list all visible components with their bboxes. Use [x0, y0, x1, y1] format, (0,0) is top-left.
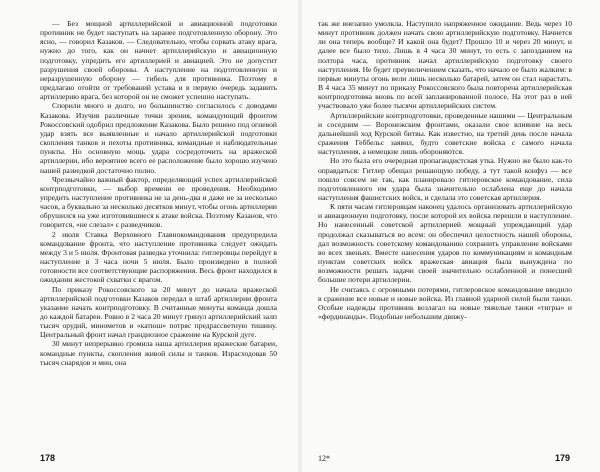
signature-mark: 12* — [318, 454, 330, 463]
paragraph: По приказу Рокоссовского за 20 минут до начала вражеской артиллерийской подготовки Казаков передал в штаб артиллерии фронта указание начать контрподготовку. В считанные минуты команда дошла до каждой батареи. Ровно в 2 часа 20 минут грянул артиллерийский залп тысяч орудий, минометов и «катюш» потряс предрассветную тишину. Центральный фронт начал грандиозное сражение на Курской дуге. — [40, 284, 277, 340]
paragraph: так же внезапно умолкла. Наступило напряженное ожидание. Ведь через 10 минут противник должен начать свою артиллерийскую подготовку. Начнется ли она теперь вообще? И какой она будет? Прошло 10 и через 20 минут, и далее все было тихо. Лишь в 4 часа 30 минут, то есть с запозданием на полтора часа, противник начал артиллерийскую подготовку своего наступления. Не будет преувеличением сказать, что начало ее было жалким: в первые минуты огонь вели лишь несколько батарей, затем он стал нарастать. В 4 часа 35 минут по приказу Рокоссовского была повторена артиллерийская контрподготовка вновь по всей запланированной полосе. На этот раз в ней участвовало уже более тысячи артиллерийских систем. — [318, 19, 572, 111]
paragraph: Не считаясь с огромными потерями, гитлеровское командование вводило в сражение все новые и новые войска. Из главной ударной силой были танки. Особые надежды противник возлагал на новые тяжелые танки «тигры» и «фердинанды». Подобные небольшим движу- — [318, 284, 572, 321]
paragraph: 30 минут непрерывно громила наша артиллерия вражеские батареи, командные пункты, скопления живой силы и танков. Израсходовав 50 тысяч снарядов и мин, она — [40, 339, 277, 367]
paragraph: 2 июля Ставка Верховного Главнокомандования предупредила командование фронта, что наступление противника следует ожидать между 3 и 5 июля. Фронтовая разведка уточнила: гитлеровцы перейдут в наступление в 3 часа ночи 5 июля. Было произведено в полной готовности все соответствующие распоряжения. Весь фронт находился в ожидании жестокой схватки с врагом. — [40, 229, 277, 285]
left-page-text — [40, 19, 277, 451]
paragraph: Чрезвычайно важный фактор, определяющий успех артиллерийской контрподготовки, — выбор времени ее проведения. Необходимо упредить наступление противника не за день-два и даже не за несколько часов, а буквально за несколько десятков минут, чтобы огонь артиллерии обрушился на уже изготовившиеся к атаке войска. Поэтому Казанов, что говорится, «не слезал» с разведчиков. — [40, 174, 277, 230]
page-number-right: 179 — [554, 453, 570, 463]
paragraph: Но это была его очередная пропагандистская утка. Нужно же было как-то оправдаться: Гитлер обещал решающую победу, а тут такой конфуз — все пошло совсем не так, как планировало гитлеровское командование, сила подготовленного им удара была значительно ослаблена еще до начала наступления фашистских войск, и сделала это советская артиллерия. — [318, 156, 572, 202]
right-page — [302, 0, 600, 472]
paragraph: К пяти часам гитлеровцам наконец удалось организовать артиллерийскую и авиационную подготовку, после которой их войска перешли в наступление. Но нанесенный советской артиллерией мощный упреждающий удар продолжал сказываться во всем: он обеспечил целостность нашей обороны, дал возможность советскому командованию сохранить управление войсками во всех звеньях. Вместе нанесения ударов по коммуникациям и командным пунктам советских войск вражеская авиация была вынуждена по возможности решать задачи своей значительно ослабленной и понесшей большие потери артиллерии. — [318, 202, 572, 285]
paragraph: Спорили много и долго, но большинство согласилось с доводами Казакова. Изучив различные точки зрения, командующий фронтом Рокоссовский одобрил предложение Казакова. Было решено под огневой удар взять все выявленные и начало артиллерийской подготовки скопления танков и пехоты противника, командные и наблюдательные пункты. Но основную мощь удара сосредоточить на вражеской артиллерии, ибо вероятнее всего ее расположение было хорошо изучено нашей разведкой достаточно полно. — [40, 101, 277, 175]
left-page — [0, 0, 298, 472]
paragraph: Артиллерийские контрподготовки, проведенные нашими — Центральным и соседним — Воронежским фронтами, оказали свое влияние на весь дальнейший ход Курской битвы. Как известно, на третий день после начала сражения Геббельс заявил, будто советские войска с самого начала наступления, а немецкие лишь обороняются. — [318, 110, 572, 157]
right-page-text — [318, 19, 572, 451]
paragraph: — Без мощной артиллерийской и авиационной подготовки противник не будет наступать на заранее подготовленную оборону. Это ясно, — говорил Казаков. — Следовательно, чтобы сорвать атаку врага, нужно до того, как он начнет артиллерийскую и авиационную подготовку, упредить его артиллерией и авиацией. Это не допустит разрушения своей обороны. А наступление на подготовленную и неразрушенную оборону — гибель для противника. Поэтому я предлагаю отойти от требований устава и в первую очередь задавить артиллерию врага, без которой он не сможет успешно наступать. — [40, 19, 277, 102]
page-number-left: 178 — [40, 453, 56, 463]
